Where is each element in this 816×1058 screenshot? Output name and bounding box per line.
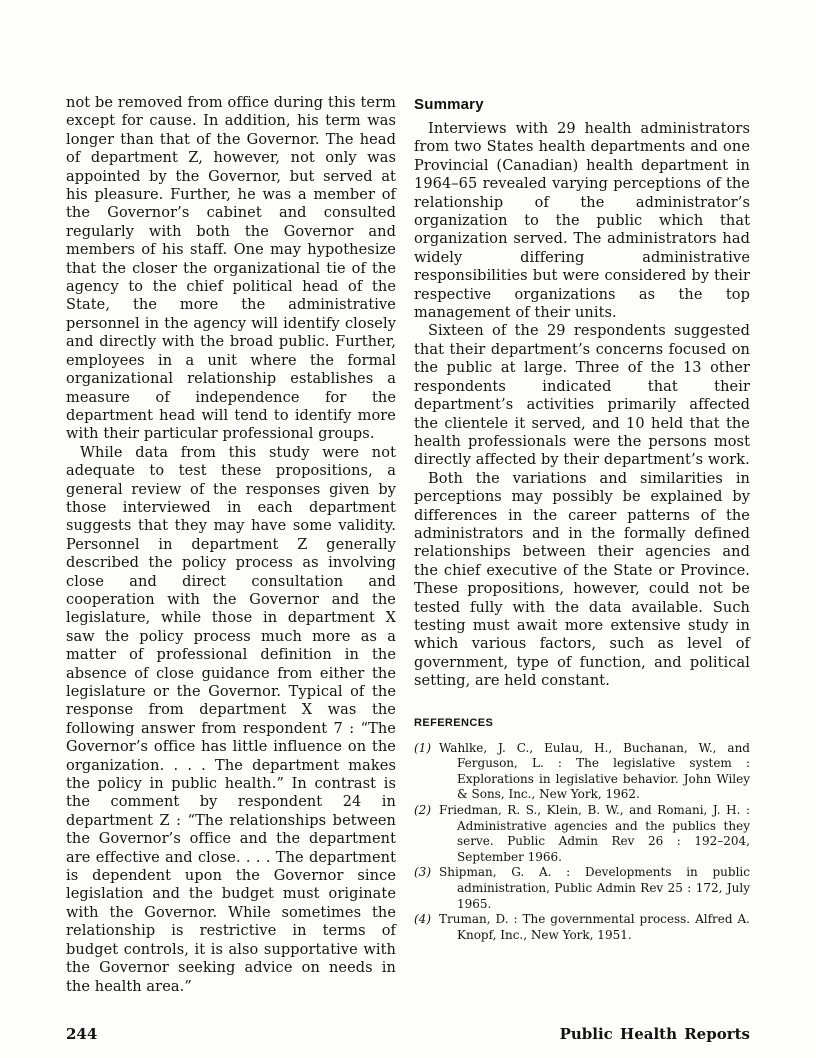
- summary-paragraph: Interviews with 29 health administrators from two States health departments and one Provincial (Canadian) health department in 1964–65 revealed varying perceptions of the relationship of the administrator’s organization to the public which that organization served. The administrators had widely differing administrative responsibilities but were considered by their respective organizations as the top management of their units.: [414, 121, 750, 322]
- reference-number: (1): [414, 740, 431, 755]
- summary-paragraph: Sixteen of the 29 respondents suggested that their department’s concerns focused on the public at large. Three of the 13 other respondents indicated that their department’s activities primarily affected the clientele it served, and 10 held that the health professionals were the persons most directly affected by their department’s work.: [414, 323, 750, 469]
- reference-item: [414, 912, 750, 943]
- reference-text: Friedman, R. S., Klein, B. W., and Romani, J. H. : Administrative agencies and the publics they serve. Public Admin Rev 26 : 192–204, September 1966.: [439, 802, 750, 864]
- reference-text: Wahlke, J. C., Eulau, H., Buchanan, W., and Ferguson, L. : The legislative system : Explorations in legislative behavior. John Wiley & Sons, Inc., New York, 1962.: [439, 740, 750, 802]
- journal-name: Public Health Reports: [559, 1025, 750, 1043]
- summary-heading: Summary: [414, 96, 484, 113]
- reference-item: [414, 865, 750, 912]
- body-paragraph: While data from this study were not adequate to test these propositions, a general review of the responses given by those interviewed in each department suggests that they may have some validity. Personnel in department Z generally described the policy process as involving close and direct consultation and cooperation with the Governor and the legislature, while those in department X saw the policy process much more as a matter of professional definition in the absence of close guidance from either the legislature or the Governor. Typical of the response from department X was the following answer from respondent 7 : “The Governor’s office has little influence on the organization. . . . The department makes the policy in public health.” In contrast is the comment by respondent 24 in department Z : “The relationships between the Governor’s office and the department are effective and close. . . . The department is dependent upon the Governor since legislation and the budget must originate with the Governor. While sometimes the relationship is restrictive in terms of budget controls, it is also supportative with the Governor seeking advice on needs in the health area.”: [66, 444, 396, 995]
- reference-item: [414, 741, 750, 803]
- left-column: [66, 94, 396, 996]
- body-paragraph: not be removed from office during this term except for cause. In addition, his term was longer than that of the Governor. The head of department Z, however, not only was appointed by the Governor, but served at his pleasure. Further, he was a member of the Governor’s cabinet and consulted regularly with both the Governor and members of his staff. One may hypothesize that the closer the organizational tie of the agency to the chief political head of the State, the more the administrative personnel in the agency will identify closely and directly with the broad public. Further, employees in a unit where the formal organizational relationship establishes a measure of independence for the department head will tend to identify more with their particular professional groups.: [66, 95, 396, 443]
- reference-text: Truman, D. : The governmental process. Alfred A. Knopf, Inc., New York, 1951.: [439, 912, 750, 942]
- reference-number: (2): [414, 802, 431, 817]
- reference-number: (4): [414, 912, 431, 927]
- references-heading: REFERENCES: [414, 716, 494, 729]
- right-column: [414, 94, 750, 943]
- page-footer: [66, 1026, 750, 1043]
- reference-item: [414, 803, 750, 865]
- page-number: 244: [66, 1025, 98, 1043]
- reference-number: (3): [414, 865, 431, 880]
- summary-paragraph: Both the variations and similarities in perceptions may possibly be explained by differences in the career patterns of the administrators and in the formally defined relationships between their agencies and the chief executive of the State or Province. These propositions, however, could not be tested fully with the data available. Such testing must await more extensive study in which various factors, such as level of government, type of function, and political setting, are held constant.: [414, 470, 750, 690]
- reference-text: Shipman, G. A. : Developments in public administration, Public Admin Rev 25 : 172, July 1965.: [439, 865, 750, 911]
